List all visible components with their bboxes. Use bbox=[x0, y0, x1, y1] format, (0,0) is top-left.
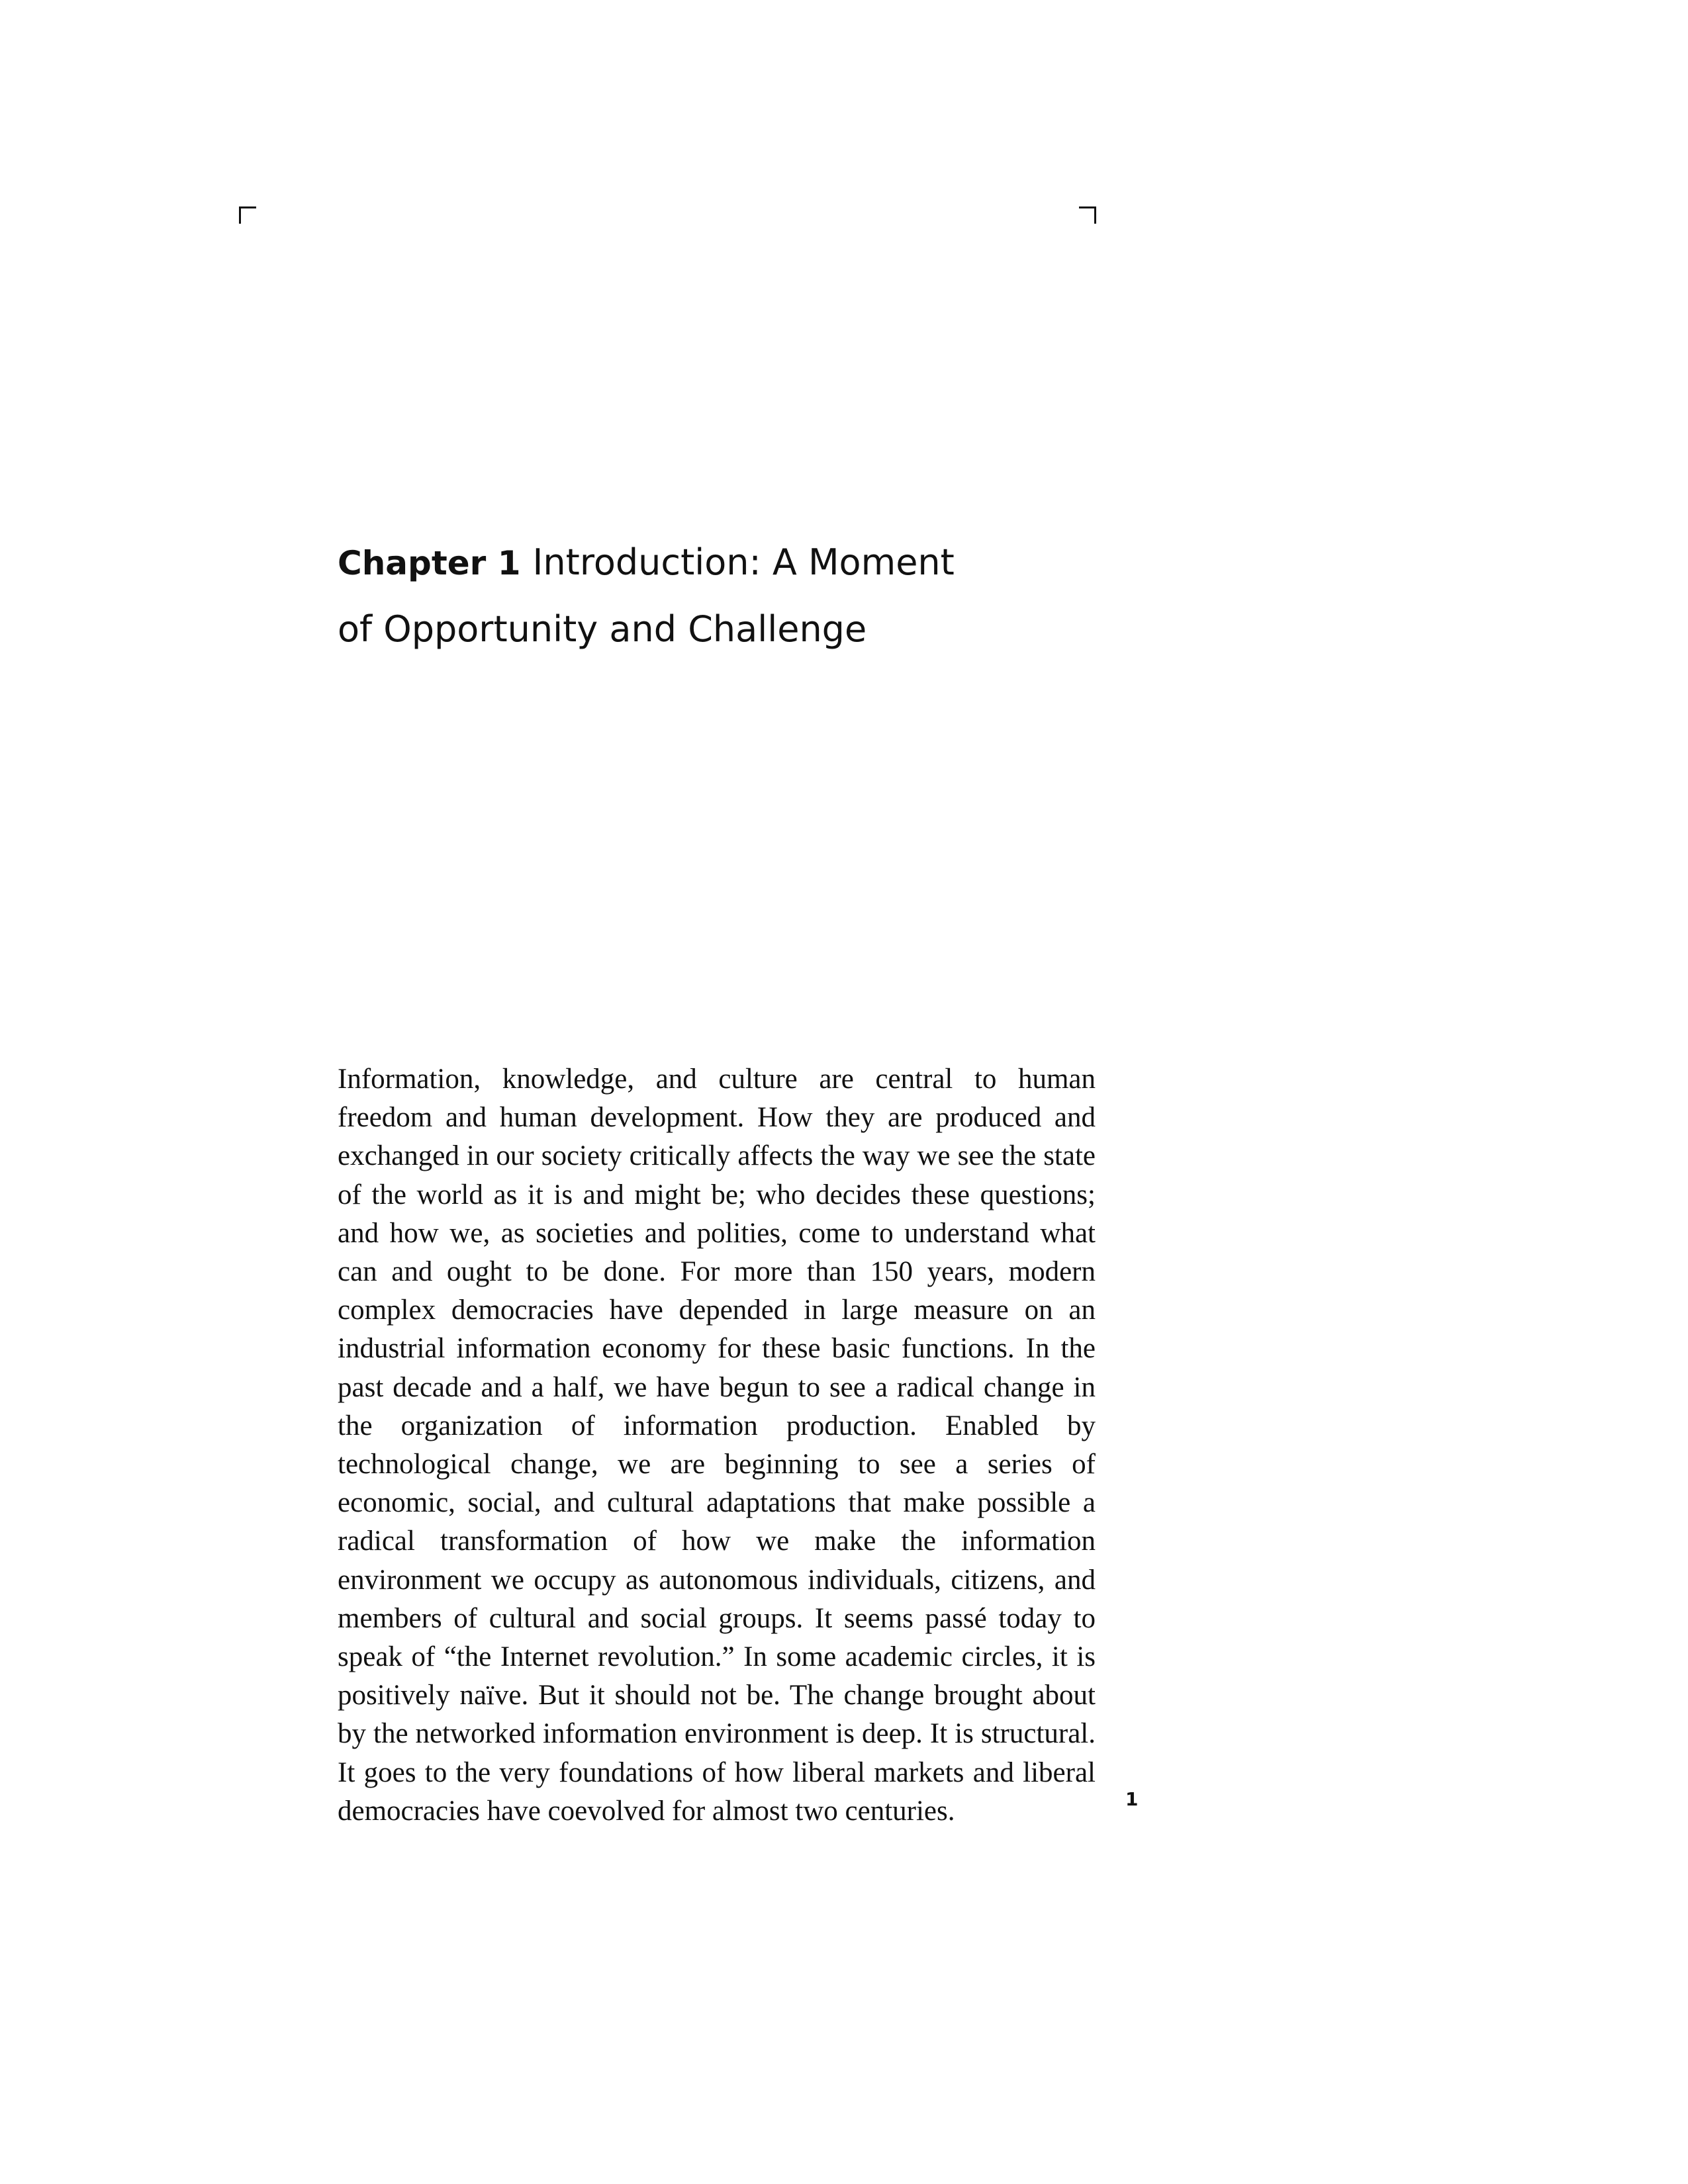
chapter-heading bbox=[338, 529, 1132, 662]
crop-mark-top-left bbox=[239, 206, 256, 224]
chapter-title-line1: Introduction: A Moment bbox=[532, 541, 955, 583]
crop-mark-top-right bbox=[1079, 206, 1096, 224]
page-number: 1 bbox=[1125, 1788, 1139, 1810]
chapter-title-line2: of Opportunity and Challenge bbox=[338, 608, 867, 650]
chapter-label: Chapter 1 bbox=[338, 544, 521, 582]
body-paragraph: Information, knowledge, and culture are central to human freedom and human development. How they are produced and exchanged in our society critically affects the way we see the state of the world as it is and might be; who decides these questions; and how we, as societies and polities, come to understand what can and ought to be done. For more than 150 years, modern complex democracies have depended in large measure on an industrial information economy for these basic functions. In the past decade and a half, we have begun to see a radical change in the organization of information production. Enabled by technological change, we are beginning to see a series of economic, social, and cultural adaptations that make possible a radical transformation of how we make the information environment we occupy as autonomous individuals, citizens, and members of cultural and social groups. It seems passé today to speak of “the Internet revolution.” In some academic circles, it is positively naïve. But it should not be. The change brought about by the networked information environment is deep. It is structural. It goes to the very foundations of how liberal markets and liberal democracies have coevolved for almost two centuries. bbox=[338, 1064, 1096, 1827]
